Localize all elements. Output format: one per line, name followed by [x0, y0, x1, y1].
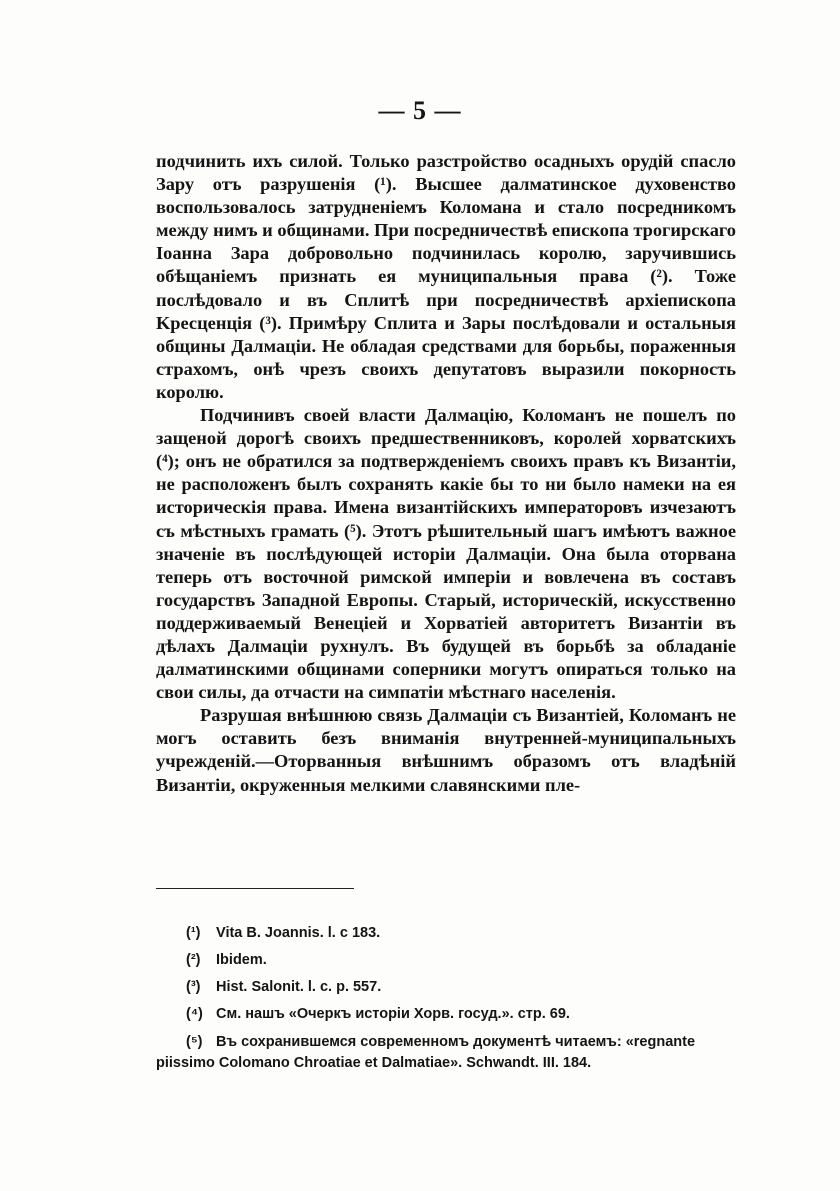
footnote — [156, 974, 736, 1001]
footnote — [156, 1001, 736, 1028]
footnote-mark: (³) — [186, 979, 201, 995]
footnote-mark: (⁴) — [186, 1006, 203, 1022]
footnote-text: Ibidem. — [216, 952, 267, 968]
footnote-text: См. нашъ «Очеркъ исторіи Хорв. госуд.». стр. 69. — [216, 1006, 570, 1022]
footnote — [156, 1032, 736, 1053]
footnote-mark: (⁵) — [186, 1034, 203, 1050]
paragraph: Разрушая внѣшнюю связь Далмаціи съ Византіей, Коломанъ не могъ оставить безъ вниманія внутренней-муниципальныхъ учрежденій.—Оторванныя внѣшнимъ образомъ отъ владѣній Византіи, окруженныя мелкими славянскими пле- — [156, 705, 736, 795]
footnote-text: Hist. Salonit. l. c. p. 557. — [216, 979, 382, 995]
footnotes — [156, 920, 736, 1074]
footnote-text: Въ сохранившемся современномъ документѣ читаемъ: «regnante — [216, 1034, 696, 1050]
paragraph: подчинить ихъ силой. Только разстройство осадныхъ орудій спасло Зару отъ разрушенія (¹). Высшее далматинское духовенство воспользовалось затрудненіемъ Коломана и стало посредникомъ между нимъ и общинами. При посредничествѣ епископа трогирскаго Іоанна Зара добровольно подчинилась королю, заручившись обѣщаніемъ признать ея муниципальныя права (²). Тоже послѣдовало и въ Сплитѣ при посредничествѣ архіепископа Kресценція (³). Примѣру Сплита и Зары послѣдовали и остальныя общины Далмаціи. Не обладая средствами для борьбы, пораженныя страхомъ, онѣ чрезъ своихъ депутатовъ выразили покорность королю. — [156, 151, 736, 402]
footnote — [156, 947, 736, 974]
footnote-text: Vita B. Joannis. l. c 183. — [216, 925, 381, 941]
footnote — [156, 920, 736, 947]
footnote-continuation — [156, 1053, 736, 1074]
page-number: — 5 — — [378, 96, 462, 125]
footnote-text: piissimo Colomano Chroatiae et Dalmatiae». Schwandt. III. 184. — [156, 1055, 592, 1071]
footnote-mark: (¹) — [186, 925, 201, 941]
footnote-mark: (²) — [186, 952, 201, 968]
footnote-divider — [156, 888, 354, 889]
paragraph: Подчинивъ своей власти Далмацію, Коломанъ не пошелъ по защеной дорогѣ своихъ предшественниковъ, королей хорватскихъ (⁴); онъ не обратился за подтвержденіемъ своихъ правъ къ Византіи, не расположенъ былъ сохранять какіе бы то ни было намеки на ея историческія права. Имена византійскихъ императоровъ изчезаютъ съ мѣстныхъ грамать (⁵). Этотъ рѣшительный шагъ имѣютъ важное значеніе въ послѣдующей исторіи Далмаціи. Она была оторвана теперь отъ восточной римской имперіи и вовлечена въ составъ государствъ Западной Европы. Старый, историческій, искусственно поддерживаемый Венеціей и Хорватіей авторитетъ Византіи въ дѣлахъ Далмаціи рухнулъ. Въ будущей въ борьбѣ за обладаніе далматинскими общинами соперники могутъ опираться только на свои силы, да отчасти на симпатіи мѣстнаго населенія. — [156, 405, 736, 703]
main-text — [156, 150, 736, 797]
